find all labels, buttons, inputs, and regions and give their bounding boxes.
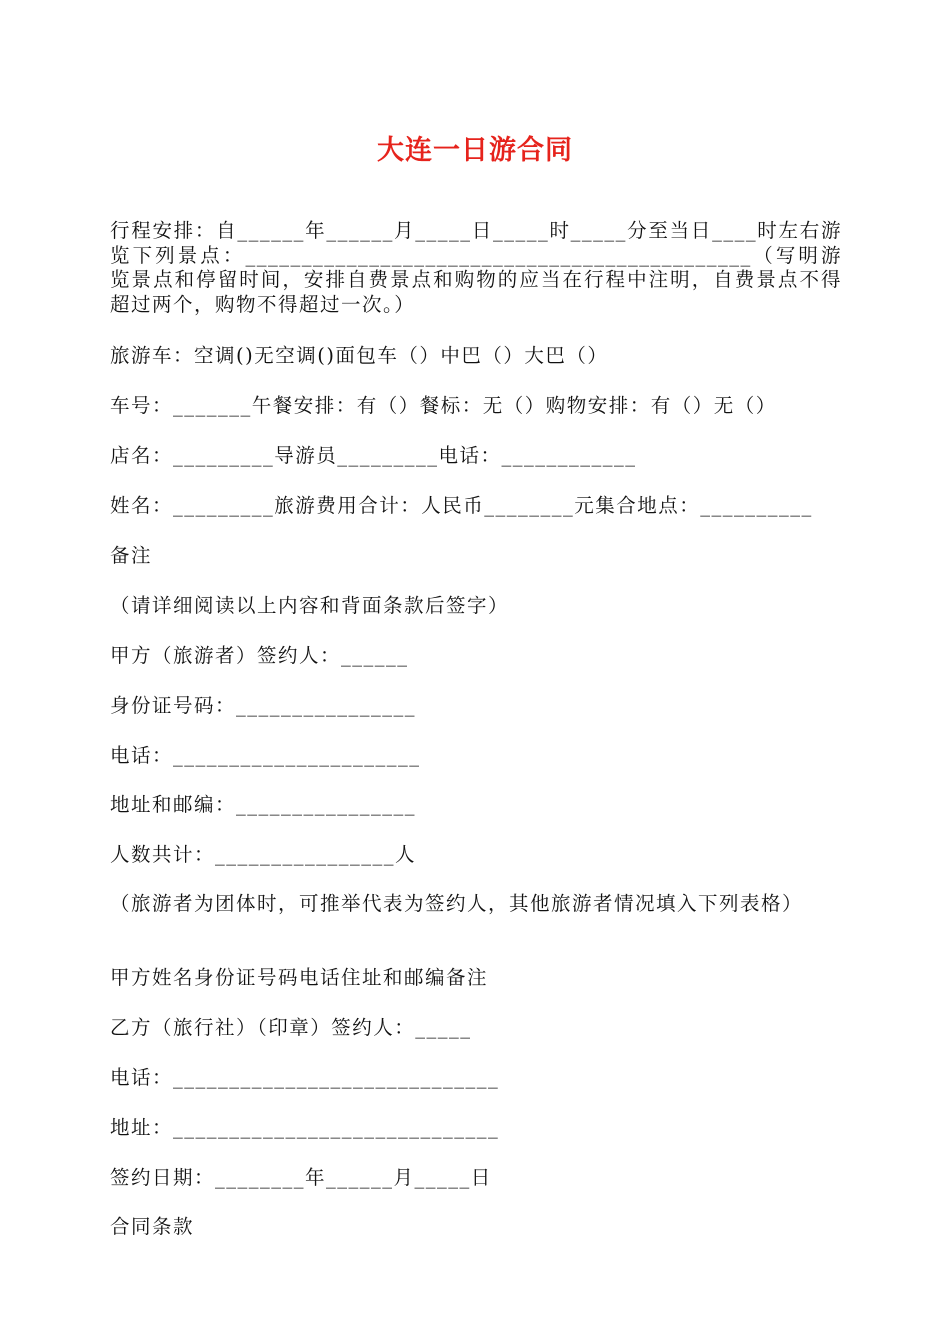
name-fee-meeting-line: 姓名：_________旅游费用合计：人民币________元集合地点：__________ <box>110 494 813 517</box>
table-header-line: 甲方姓名身份证号码电话住址和邮编备注 <box>110 966 489 989</box>
people-count-line: 人数共计：________________人 <box>110 843 417 866</box>
bus-type-line: 旅游车：空调()无空调()面包车（）中巴（）大巴（） <box>110 344 609 367</box>
party-a-signer-line: 甲方（旅游者）签约人：______ <box>110 644 409 667</box>
party-b-signer-line: 乙方（旅行社）（印章）签约人：_____ <box>110 1016 472 1039</box>
address-b-line: 地址：_____________________________ <box>110 1116 500 1139</box>
read-notice: （请详细阅读以上内容和背面条款后签字） <box>110 594 510 617</box>
remark-heading: 备注 <box>110 544 153 567</box>
id-number-line: 身份证号码：________________ <box>110 694 417 717</box>
phone-a-line: 电话：______________________ <box>110 744 421 767</box>
address-zip-line: 地址和邮编：________________ <box>110 793 417 816</box>
group-notice: （旅游者为团体时，可推举代表为签约人，其他旅游者情况填入下列表格） <box>110 892 804 915</box>
phone-b-line: 电话：_____________________________ <box>110 1066 500 1089</box>
document-title: 大连一日游合同 <box>377 135 573 166</box>
contract-terms-heading: 合同条款 <box>110 1215 195 1238</box>
itinerary-paragraph: 行程安排：自______年______月_____日_____时_____分至当日____时左右游览下列景点：_____________________________________________（写明游览景点和停留时间，安排自费景点和购物的应当在行程中注明，自费景点不得超过两个，购物不得超过一次。） <box>110 219 842 316</box>
sign-date-line: 签约日期：________年______月_____日 <box>110 1166 492 1189</box>
car-lunch-shopping-line: 车号：_______午餐安排：有（）餐标：无（）购物安排：有（）无（） <box>110 394 777 417</box>
shop-guide-phone-line: 店名：_________导游员_________电话：____________ <box>110 444 637 467</box>
